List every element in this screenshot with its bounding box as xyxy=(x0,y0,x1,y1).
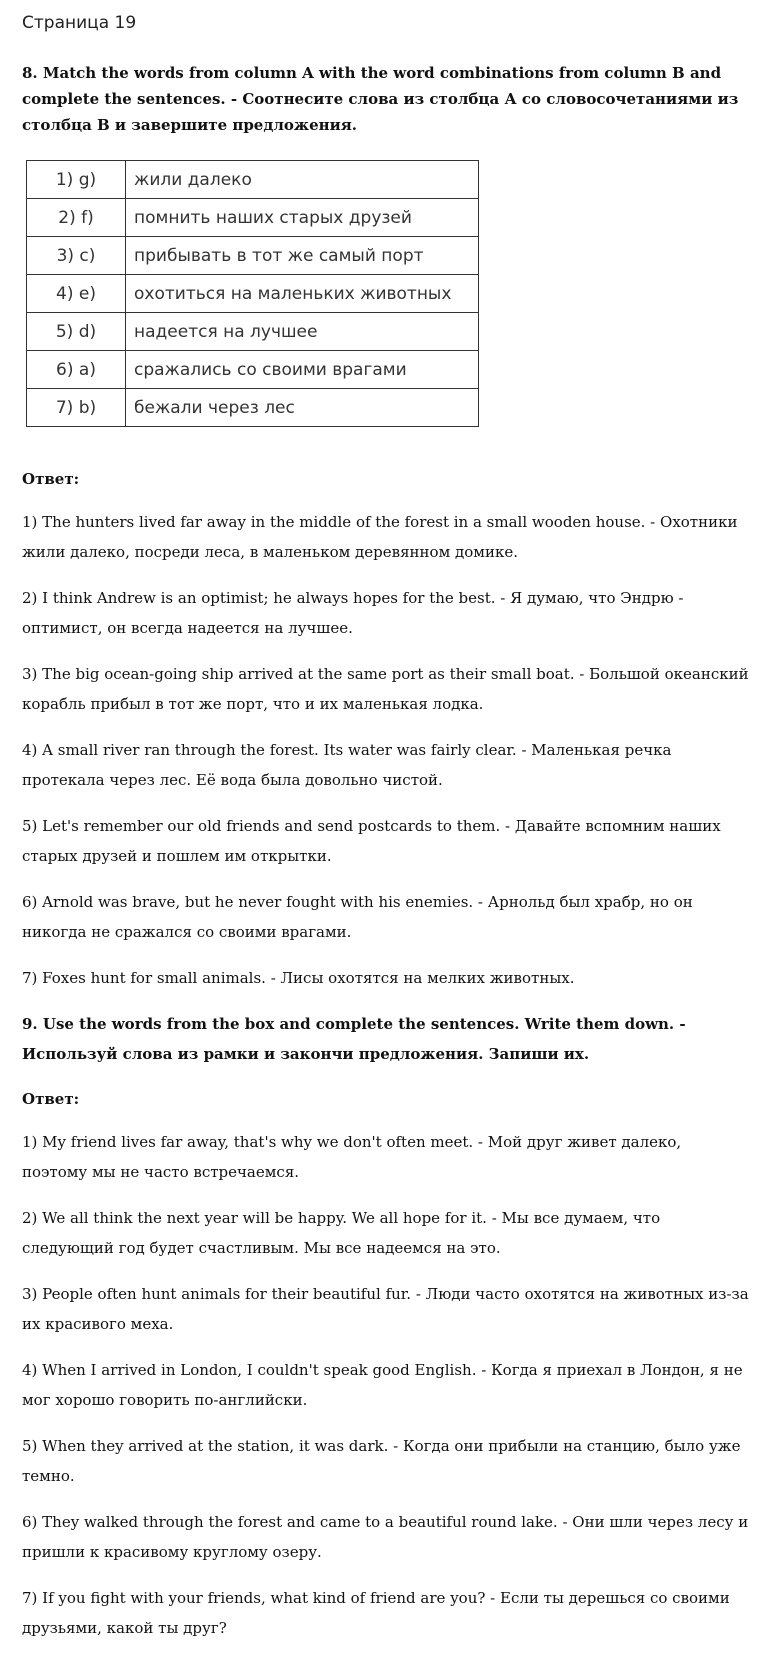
table-row xyxy=(27,161,479,199)
table-row xyxy=(27,389,479,427)
table-cell-b: сражались со своими врагами xyxy=(126,351,479,389)
table-cell-b: помнить наших старых друзей xyxy=(126,199,479,237)
table-row xyxy=(27,237,479,275)
table-cell-a: 3) c) xyxy=(27,237,126,275)
table-cell-a: 2) f) xyxy=(27,199,126,237)
table-cell-a: 4) e) xyxy=(27,275,126,313)
answer-sentence: 3) The big ocean-going ship arrived at the same port as their small boat. - Большой океанский корабль прибыл в тот же порт, что и их маленькая лодка. xyxy=(22,665,749,713)
table-cell-a: 1) g) xyxy=(27,161,126,199)
table-cell-b: бежали через лес xyxy=(126,389,479,427)
task-8-heading: 8. Match the words from column A with the word combinations from column B and complete the sentences. - Соотнесите слова из столбца А со словосочетаниями из столбца В и завершите предложения. xyxy=(22,64,739,134)
answer-label: Ответ: xyxy=(22,1090,80,1108)
table-row xyxy=(27,351,479,389)
page-title: Страница 19 xyxy=(22,13,137,33)
table-row xyxy=(27,275,479,313)
table-cell-a: 6) a) xyxy=(27,351,126,389)
table-row xyxy=(27,199,479,237)
table-cell-a: 7) b) xyxy=(27,389,126,427)
table-row xyxy=(27,313,479,351)
answer-sentence: 7) If you fight with your friends, what kind of friend are you? - Если ты дерешься со своими друзьями, какой ты друг? xyxy=(22,1589,730,1637)
answer-sentence: 2) I think Andrew is an optimist; he always hopes for the best. - Я думаю, что Эндрю - оптимист, он всегда надеется на лучшее. xyxy=(22,589,684,637)
table-cell-b: жили далеко xyxy=(126,161,479,199)
answer-sentence: 5) When they arrived at the station, it was dark. - Когда они прибыли на станцию, было уже темно. xyxy=(22,1437,741,1485)
table-cell-b: охотиться на маленьких животных xyxy=(126,275,479,313)
answer-sentence: 3) People often hunt animals for their beautiful fur. - Люди часто охотятся на животных из-за их красивого меха. xyxy=(22,1285,749,1333)
answer-sentence: 4) A small river ran through the forest. Its water was fairly clear. - Маленькая речка протекала через лес. Её вода была довольно чистой. xyxy=(22,741,672,789)
answer-sentence: 2) We all think the next year will be happy. We all hope for it. - Мы все думаем, что следующий год будет счастливым. Мы все надеемся на это. xyxy=(22,1209,661,1257)
answer-sentence: 7) Foxes hunt for small animals. - Лисы охотятся на мелких животных. xyxy=(22,969,575,987)
task-9-heading: 9. Use the words from the box and complete the sentences. Write them down. - Используй слова из рамки и закончи предложения. Запиши их. xyxy=(22,1015,686,1063)
table-cell-b: надеется на лучшее xyxy=(126,313,479,351)
answer-sentence: 5) Let's remember our old friends and send postcards to them. - Давайте вспомним наших старых друзей и пошлем им открытки. xyxy=(22,817,721,865)
matching-table xyxy=(26,160,479,427)
table-cell-b: прибывать в тот же самый порт xyxy=(126,237,479,275)
answer-label: Ответ: xyxy=(22,470,80,488)
answer-sentence: 1) The hunters lived far away in the middle of the forest in a small wooden house. - Охотники жили далеко, посреди леса, в маленьком деревянном домике. xyxy=(22,513,738,561)
answer-sentence: 1) My friend lives far away, that's why we don't often meet. - Мой друг живет далеко, поэтому мы не часто встречаемся. xyxy=(22,1133,682,1181)
table-cell-a: 5) d) xyxy=(27,313,126,351)
answer-sentence: 6) They walked through the forest and came to a beautiful round lake. - Они шли через лесу и пришли к красивому круглому озеру. xyxy=(22,1513,749,1561)
answer-sentence: 6) Arnold was brave, but he never fought with his enemies. - Арнольд был храбр, но он никогда не сражался со своими врагами. xyxy=(22,893,693,941)
answer-sentence: 4) When I arrived in London, I couldn't speak good English. - Когда я приехал в Лондон, я не мог хорошо говорить по-английски. xyxy=(22,1361,743,1409)
